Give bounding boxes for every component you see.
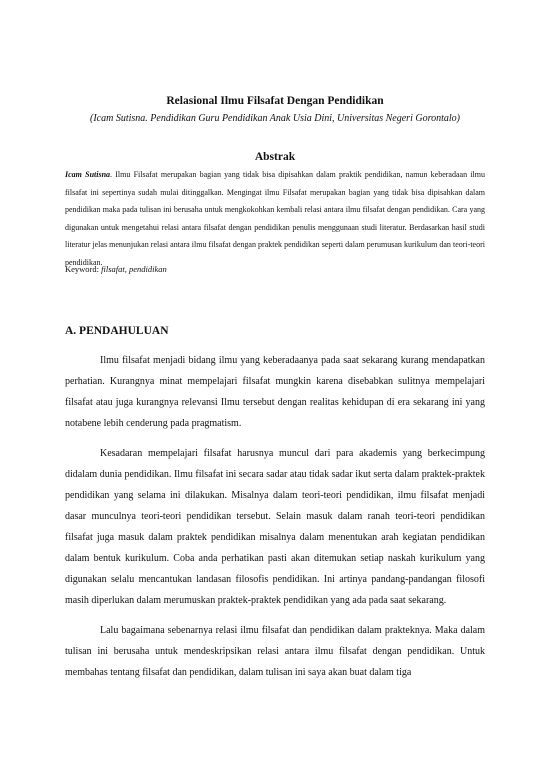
affiliation-text: (Icam Sutisna. Pendidikan Guru Pendidikan Anak Usia Dini, Universitas Negeri Gorontalo) xyxy=(90,113,460,124)
keywords-line xyxy=(65,264,485,274)
abstract-author: Icam Sutisna xyxy=(65,170,111,179)
section-heading: A. PENDAHULUAN xyxy=(65,325,169,337)
author-affiliation xyxy=(40,113,510,124)
abstract-body xyxy=(65,166,485,272)
abstract-heading: Abstrak xyxy=(254,151,296,163)
abstract-text: . Ilmu Filsafat merupakan bagian yang tidak bisa dipisahkan dalam praktik pendidikan, namun keberadaan ilmu filsafat ini sepertinya sudah mulai ditinggalkan. Mengingat ilmu Filsafat merupakan bagian yang tidak bisa dipisahkan dalam pendidikan maka pada tulisan ini berusaha untuk mengkokohkan kembali relasi antara ilmu filsafat dengan pendidikan. Cara yang digunakan untuk mengetahui relasi antara filsafat dengan pendidikan penulis menggunaan studi literatur. Berdasarkan hasil studi literatur jelas menunjukan relasi antara ilmu filsafat dengan praktek pendidikan seperti dalam perumusan kurikulum dan teori-teori pendidikan. xyxy=(65,170,485,267)
paper-title: Relasional Ilmu Filsafat Dengan Pendidikan xyxy=(166,95,384,107)
body-text xyxy=(65,350,485,692)
body-paragraph: Ilmu filsafat menjadi bidang ilmu yang keberadaanya pada saat sekarang kurang mendapatkan perhatian. Kurangnya minat mempelajari filsafat mungkin karena disebabkan sulitnya mempelajari filsafat atau juga kurangnya relevansi Ilmu tersebut dengan realitas kehidupan di era sekarang ini yang notabene lebih cenderung pada pragmatism. xyxy=(65,355,485,429)
body-paragraph: Kesadaran mempelajari filsafat harusnya muncul dari para akademis yang berkecimpung didalam dunia pendidikan. Ilmu filsafat ini secara sadar atau tidak sadar ikut serta dalam praktek-praktek pendidikan yang selama ini dilakukan. Misalnya dalam teori-teori pendidikan, ilmu filsafat menjadi dasar munculnya teori-teori pendidikan tersebut. Selain masuk dalam ranah teori-teori pendidikan filsafat juga masuk dalam praktek pendidikan misalnya dalam menentukan arah kegiatan pendidikan dalam bentuk kurikulum. Coba anda perhatikan pasti akan ditemukan setiap naskah kurikulum yang digunakan selalu mencantukan landasan filosofis pendidikan. Ini artinya pandang-pandangan filosofi masih diperlukan dalam merumuskan praktek-praktek pendidikan yang ada pada saat sekarang. xyxy=(65,448,485,606)
body-paragraph: Lalu bagaimana sebenarnya relasi ilmu filsafat dan pendidikan dalam prakteknya. Maka dalam tulisan ini berusaha untuk mendeskripsikan relasi antara ilmu filsafat dengan pendidikan. Untuk membahas tentang filsafat dan pendidikan, dalam tulisan ini saya akan buat dalam tiga xyxy=(65,625,485,678)
keywords-label: Keyword: xyxy=(65,264,99,274)
keywords-value: filsafat, pendidikan xyxy=(101,264,167,274)
